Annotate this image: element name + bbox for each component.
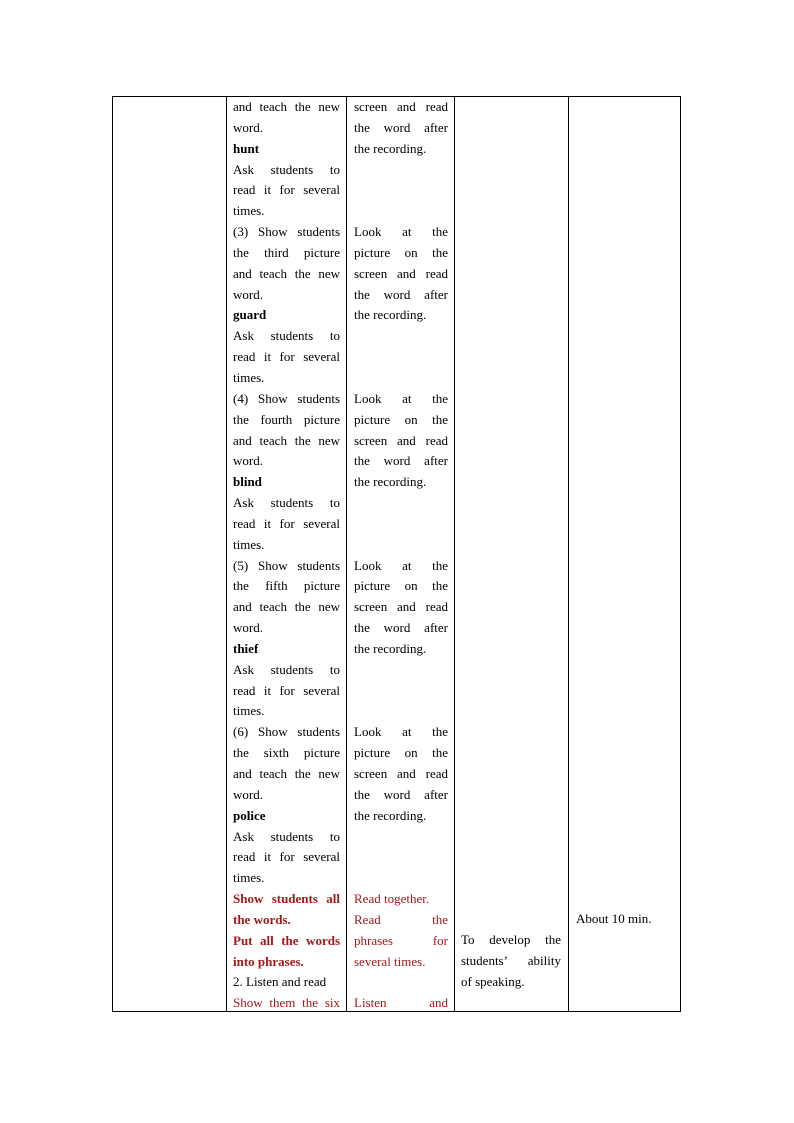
teacher-activity-line: 2. Listen and read <box>233 974 327 990</box>
teacher-activity-line: police <box>233 807 266 823</box>
purpose-line: To develop the <box>461 932 561 947</box>
student-activity-line: screen and read <box>354 766 448 781</box>
teacher-activity-line: the fourth picture <box>233 411 340 427</box>
student-activity-line: Look at the <box>354 724 448 740</box>
student-activity-line <box>354 868 448 889</box>
student-activity-line <box>354 368 448 389</box>
teacher-activity-line: Ask students to <box>233 661 340 677</box>
student-activity-line: Look at the <box>354 224 448 240</box>
column-divider <box>226 97 227 1011</box>
teacher-activity-line: (4) Show students <box>233 390 340 406</box>
purpose-column <box>461 930 561 993</box>
student-activity-line <box>354 326 448 347</box>
teacher-activity-line: the sixth picture <box>233 745 340 761</box>
teacher-activity-line: Ask students to <box>233 828 340 844</box>
teacher-activity-line: word. <box>233 786 263 802</box>
teacher-activity-line: word. <box>233 286 263 302</box>
student-activity-line <box>354 535 448 556</box>
student-activity-line <box>354 201 448 222</box>
student-activity-line: the recording. <box>354 474 427 490</box>
student-activity-line: picture on the <box>354 745 448 761</box>
student-activity-line: Read together. <box>354 891 430 907</box>
student-activity-line <box>354 180 448 201</box>
student-activity-line: picture on the <box>354 578 448 594</box>
teacher-activity-line: Ask students to <box>233 495 340 511</box>
student-activity-line <box>354 493 448 514</box>
teacher-activity-line: Put all the words <box>233 932 340 948</box>
student-activity-line: screen and read <box>354 599 448 615</box>
teacher-activity-line: read it for several <box>233 515 340 531</box>
teacher-activity-line: the third picture <box>233 244 340 260</box>
teacher-activity-line: read it for several <box>233 849 340 865</box>
student-activity-line <box>354 827 448 848</box>
teacher-activity-line: read it for several <box>233 349 340 365</box>
teacher-activity-line: (3) Show students <box>233 224 340 240</box>
student-activity-line: picture on the <box>354 244 448 260</box>
teacher-activity-line: read it for several <box>233 182 340 198</box>
student-activity-line <box>354 160 448 181</box>
teacher-activity-line: Show students all <box>233 891 340 907</box>
teacher-activity-line: Show them the six <box>233 995 340 1011</box>
student-activity-line <box>354 847 448 868</box>
teacher-activity-column <box>233 97 340 1014</box>
student-activity-line <box>354 660 448 681</box>
teacher-activity-line: and teach the new <box>233 265 340 281</box>
student-activity-line: the word after <box>354 786 448 802</box>
time-column <box>576 909 676 930</box>
student-activity-line: picture on the <box>354 411 448 427</box>
teacher-activity-line: blind <box>233 474 262 490</box>
teacher-activity-line: hunt <box>233 140 260 156</box>
time-allocation: About 10 min. <box>576 911 652 926</box>
student-activity-column <box>354 97 448 1014</box>
column-divider <box>346 97 347 1011</box>
teacher-activity-line: the words. <box>233 911 291 927</box>
student-activity-line: the recording. <box>354 307 427 323</box>
teacher-activity-line: times. <box>233 203 265 219</box>
lesson-plan-table <box>112 96 681 1012</box>
student-activity-line: screen and read <box>354 432 448 448</box>
teacher-activity-line: (6) Show students <box>233 724 340 740</box>
teacher-activity-line: into phrases. <box>233 953 304 969</box>
student-activity-line: several times. <box>354 953 426 969</box>
student-activity-line <box>354 514 448 535</box>
student-activity-line <box>354 701 448 722</box>
student-activity-line: screen and read <box>354 99 448 114</box>
teacher-activity-line: (5) Show students <box>233 557 340 573</box>
teacher-activity-line: word. <box>233 620 263 636</box>
teacher-activity-line: and teach the new <box>233 599 340 615</box>
teacher-activity-line: read it for several <box>233 682 340 698</box>
student-activity-line: the recording. <box>354 640 427 656</box>
teacher-activity-line: times. <box>233 536 265 552</box>
student-activity-line <box>354 681 448 702</box>
student-activity-line: the word after <box>354 286 448 302</box>
teacher-activity-line: and teach the new <box>233 99 340 114</box>
student-activity-line: Listen and <box>354 995 448 1011</box>
student-activity-line: the recording. <box>354 140 427 156</box>
teacher-activity-line: times. <box>233 703 265 719</box>
teacher-activity-line: and teach the new <box>233 766 340 781</box>
student-activity-line: screen and read <box>354 265 448 281</box>
teacher-activity-line: and teach the new <box>233 432 340 448</box>
teacher-activity-line: word. <box>233 119 263 135</box>
student-activity-line: the recording. <box>354 807 427 823</box>
student-activity-line: phrases for <box>354 932 448 948</box>
teacher-activity-line: Ask students to <box>233 161 340 177</box>
teacher-activity-line: times. <box>233 870 265 886</box>
teacher-activity-line: word. <box>233 453 263 469</box>
purpose-line: of speaking. <box>461 973 525 989</box>
student-activity-line: Look at the <box>354 390 448 406</box>
student-activity-line: Look at the <box>354 557 448 573</box>
teacher-activity-line: the fifth picture <box>233 578 340 594</box>
purpose-line: students’ ability <box>461 952 561 968</box>
student-activity-line <box>354 347 448 368</box>
teacher-activity-line: Ask students to <box>233 328 340 344</box>
student-activity-line: the word after <box>354 119 448 135</box>
student-activity-line: the word after <box>354 620 448 636</box>
column-divider <box>454 97 455 1011</box>
student-activity-line: Read the <box>354 911 448 927</box>
teacher-activity-line: times. <box>233 369 265 385</box>
teacher-activity-line: guard <box>233 307 267 323</box>
column-divider <box>568 97 569 1011</box>
teacher-activity-line: thief <box>233 640 259 656</box>
student-activity-line <box>354 972 448 993</box>
student-activity-line: the word after <box>354 453 448 469</box>
